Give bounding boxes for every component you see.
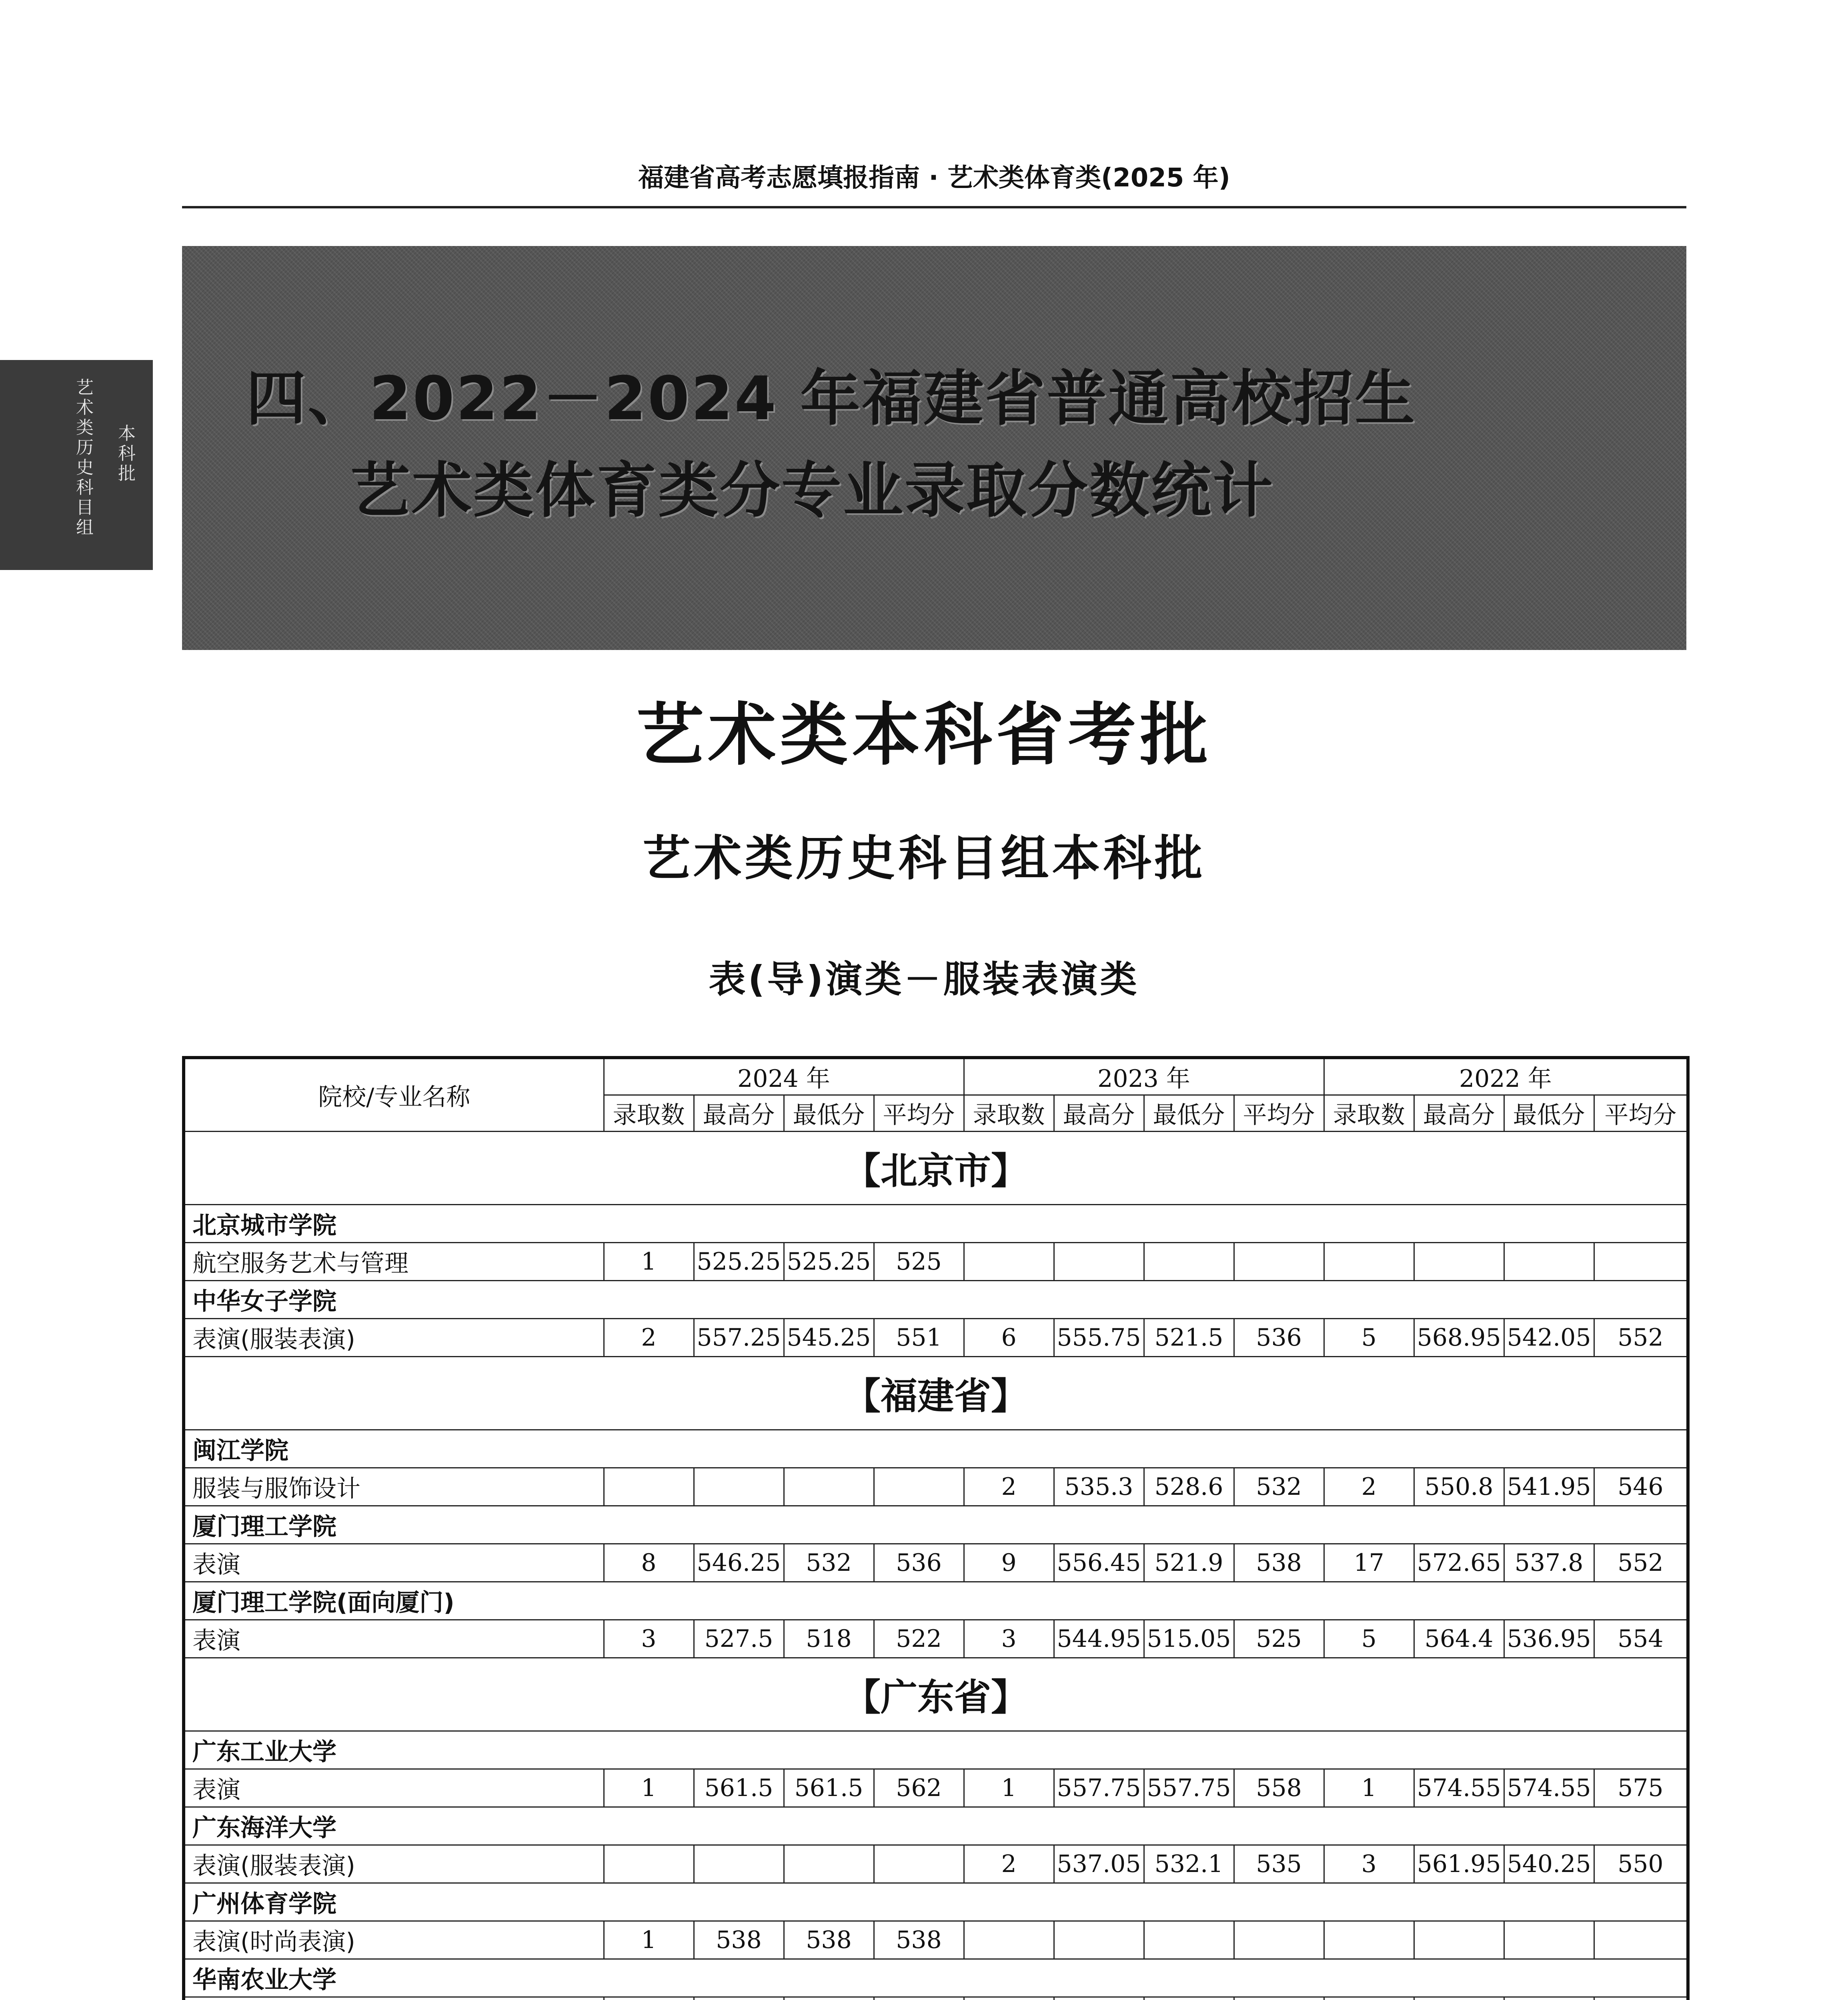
major-name: 表演(服装表演) xyxy=(184,1319,604,1357)
year-header: 2024 年 xyxy=(604,1058,964,1095)
score-cell: 1 xyxy=(1324,1769,1414,1807)
score-cell xyxy=(1234,1997,1324,2000)
score-cell xyxy=(1324,1997,1414,2000)
score-cell: 574.55 xyxy=(1414,1769,1504,1807)
score-cell: 545.25 xyxy=(784,1319,874,1357)
score-cell xyxy=(604,1468,694,1506)
major-name: 表演 xyxy=(184,1769,604,1807)
score-cell xyxy=(964,1921,1054,1959)
score-cell: 538 xyxy=(784,1921,874,1959)
score-cell: 525 xyxy=(874,1243,964,1281)
column-header-metric: 最高分 xyxy=(1054,1095,1144,1132)
score-cell: 528.6 xyxy=(1144,1468,1234,1506)
score-cell: 2 xyxy=(964,1845,1054,1883)
banner-title-line1: 四、2022－2024 年福建省普通高校招生 xyxy=(246,364,1417,434)
score-cell: 575 xyxy=(1594,1769,1688,1807)
score-cell: 574.55 xyxy=(1504,1769,1594,1807)
score-cell xyxy=(694,1845,784,1883)
score-cell: 550 xyxy=(1594,1845,1688,1883)
school-name: 广州体育学院 xyxy=(184,1883,1688,1921)
score-cell: 525.25 xyxy=(784,1243,874,1281)
province-label: 【北京市】 xyxy=(184,1132,1688,1205)
score-cell xyxy=(964,1997,1054,2000)
score-cell xyxy=(1144,1997,1234,2000)
score-cell: 521.5 xyxy=(1144,1319,1234,1357)
score-cell xyxy=(784,1468,874,1506)
score-cell: 561.5 xyxy=(694,1769,784,1807)
score-cell: 552 xyxy=(1594,1319,1688,1357)
school-row xyxy=(184,1430,1688,1468)
major-name xyxy=(184,1997,604,2000)
score-cell xyxy=(1054,1243,1144,1281)
school-name: 北京城市学院 xyxy=(184,1205,1688,1243)
score-cell: 3 xyxy=(604,1620,694,1658)
major-row xyxy=(184,1243,1688,1281)
side-tab-batch: 本科批 xyxy=(115,424,135,484)
score-cell xyxy=(1054,1997,1144,2000)
score-cell: 551 xyxy=(874,1319,964,1357)
score-cell: 518 xyxy=(784,1620,874,1658)
score-cell: 535.3 xyxy=(1054,1468,1144,1506)
score-cell xyxy=(694,1997,784,2000)
school-name: 厦门理工学院(面向厦门) xyxy=(184,1582,1688,1620)
score-cell: 5 xyxy=(1324,1319,1414,1357)
score-cell: 521.9 xyxy=(1144,1544,1234,1582)
score-cell: 532.1 xyxy=(1144,1845,1234,1883)
score-cell: 525 xyxy=(1234,1620,1324,1658)
score-cell: 561.95 xyxy=(1414,1845,1504,1883)
major-row xyxy=(184,1845,1688,1883)
school-name: 厦门理工学院 xyxy=(184,1506,1688,1544)
province-row xyxy=(184,1132,1688,1205)
major-name: 表演 xyxy=(184,1544,604,1582)
score-cell xyxy=(604,1845,694,1883)
score-cell: 532 xyxy=(1234,1468,1324,1506)
score-cell xyxy=(1504,1243,1594,1281)
school-row xyxy=(184,1807,1688,1845)
column-header-metric: 最低分 xyxy=(1144,1095,1234,1132)
score-cell: 6 xyxy=(964,1319,1054,1357)
score-cell: 8 xyxy=(604,1544,694,1582)
score-cell: 542.05 xyxy=(1504,1319,1594,1357)
score-cell: 568.95 xyxy=(1414,1319,1504,1357)
major-name: 表演(时尚表演) xyxy=(184,1921,604,1959)
score-cell xyxy=(604,1997,694,2000)
school-name: 华南农业大学 xyxy=(184,1959,1688,1997)
score-cell: 1 xyxy=(964,1769,1054,1807)
major-row xyxy=(184,1620,1688,1658)
score-cell: 527.5 xyxy=(694,1620,784,1658)
score-cell xyxy=(1594,1243,1688,1281)
score-cell xyxy=(1594,1921,1688,1959)
subject-group-heading: 艺术类历史科目组本科批 xyxy=(642,831,1206,886)
batch-heading: 艺术类本科省考批 xyxy=(636,696,1212,775)
major-name: 航空服务艺术与管理 xyxy=(184,1243,604,1281)
score-cell: 541.95 xyxy=(1504,1468,1594,1506)
column-header-metric: 录取数 xyxy=(1324,1095,1414,1132)
score-cell xyxy=(964,1243,1054,1281)
school-row xyxy=(184,1205,1688,1243)
score-cell xyxy=(1054,1921,1144,1959)
score-cell: 572.65 xyxy=(1414,1544,1504,1582)
score-cell: 562 xyxy=(874,1769,964,1807)
score-cell: 3 xyxy=(1324,1845,1414,1883)
column-header-metric: 最高分 xyxy=(694,1095,784,1132)
score-cell: 1 xyxy=(604,1243,694,1281)
school-row xyxy=(184,1883,1688,1921)
school-name: 中华女子学院 xyxy=(184,1281,1688,1319)
province-label: 【广东省】 xyxy=(184,1658,1688,1731)
score-cell: 2 xyxy=(604,1319,694,1357)
score-cell xyxy=(1414,1921,1504,1959)
score-cell: 536.95 xyxy=(1504,1620,1594,1658)
major-row xyxy=(184,1769,1688,1807)
side-section-tab xyxy=(0,360,153,570)
column-header-metric: 录取数 xyxy=(964,1095,1054,1132)
score-cell: 522 xyxy=(874,1620,964,1658)
score-cell: 550.8 xyxy=(1414,1468,1504,1506)
score-cell xyxy=(874,1468,964,1506)
column-header-metric: 最低分 xyxy=(1504,1095,1594,1132)
score-cell xyxy=(784,1997,874,2000)
score-cell: 538 xyxy=(1234,1544,1324,1582)
major-row xyxy=(184,1544,1688,1582)
score-cell: 546 xyxy=(1594,1468,1688,1506)
score-cell: 535 xyxy=(1234,1845,1324,1883)
score-cell: 1 xyxy=(604,1769,694,1807)
province-row xyxy=(184,1658,1688,1731)
major-row xyxy=(184,1997,1688,2000)
major-row xyxy=(184,1468,1688,1506)
score-cell xyxy=(694,1468,784,1506)
score-cell: 5 xyxy=(1324,1620,1414,1658)
column-header-metric: 最高分 xyxy=(1414,1095,1504,1132)
score-cell: 557.75 xyxy=(1144,1769,1234,1807)
score-cell: 561.5 xyxy=(784,1769,874,1807)
category-heading: 表(导)演类－服装表演类 xyxy=(709,958,1139,1001)
table-header xyxy=(184,1058,1688,1132)
score-cell: 557.25 xyxy=(694,1319,784,1357)
column-header-metric: 平均分 xyxy=(1234,1095,1324,1132)
school-name: 闽江学院 xyxy=(184,1430,1688,1468)
table-body xyxy=(184,1132,1688,2000)
score-cell: 558 xyxy=(1234,1769,1324,1807)
score-cell: 515.05 xyxy=(1144,1620,1234,1658)
score-cell: 2 xyxy=(964,1468,1054,1506)
banner-title-line2: 艺术类体育类分专业录取分数统计 xyxy=(350,456,1275,526)
score-cell: 552 xyxy=(1594,1544,1688,1582)
major-name: 表演 xyxy=(184,1620,604,1658)
score-cell: 1 xyxy=(604,1921,694,1959)
major-row xyxy=(184,1319,1688,1357)
score-cell: 556.45 xyxy=(1054,1544,1144,1582)
column-header-metric: 录取数 xyxy=(604,1095,694,1132)
score-cell: 544.95 xyxy=(1054,1620,1144,1658)
column-header-name: 院校/专业名称 xyxy=(184,1058,604,1132)
score-cell xyxy=(1234,1243,1324,1281)
score-cell: 564.4 xyxy=(1414,1620,1504,1658)
score-cell: 2 xyxy=(1324,1468,1414,1506)
score-cell xyxy=(1234,1921,1324,1959)
column-header-metric: 最低分 xyxy=(784,1095,874,1132)
major-name: 服装与服饰设计 xyxy=(184,1468,604,1506)
score-cell: 540.25 xyxy=(1504,1845,1594,1883)
score-cell xyxy=(1324,1921,1414,1959)
score-cell: 3 xyxy=(964,1620,1054,1658)
score-cell: 536 xyxy=(874,1544,964,1582)
score-cell: 538 xyxy=(874,1921,964,1959)
score-cell: 546.25 xyxy=(694,1544,784,1582)
province-label: 【福建省】 xyxy=(184,1357,1688,1430)
score-cell: 525.25 xyxy=(694,1243,784,1281)
school-name: 广东工业大学 xyxy=(184,1731,1688,1769)
school-name: 广东海洋大学 xyxy=(184,1807,1688,1845)
score-cell: 17 xyxy=(1324,1544,1414,1582)
school-row xyxy=(184,1582,1688,1620)
score-cell xyxy=(874,1997,964,2000)
year-header: 2023 年 xyxy=(964,1058,1324,1095)
school-row xyxy=(184,1731,1688,1769)
score-cell: 537.05 xyxy=(1054,1845,1144,1883)
score-cell xyxy=(1144,1243,1234,1281)
score-cell: 557.75 xyxy=(1054,1769,1144,1807)
score-cell: 532 xyxy=(784,1544,874,1582)
major-name: 表演(服装表演) xyxy=(184,1845,604,1883)
section-banner xyxy=(182,246,1686,650)
score-cell xyxy=(784,1845,874,1883)
running-header: 福建省高考志愿填报指南 · 艺术类体育类(2025 年) xyxy=(182,150,1686,208)
column-header-metric: 平均分 xyxy=(1594,1095,1688,1132)
school-row xyxy=(184,1506,1688,1544)
major-row xyxy=(184,1921,1688,1959)
score-cell: 9 xyxy=(964,1544,1054,1582)
score-cell xyxy=(1324,1243,1414,1281)
score-cell: 537.8 xyxy=(1504,1544,1594,1582)
score-cell xyxy=(1504,1921,1594,1959)
admission-score-table xyxy=(182,1056,1690,2000)
score-cell xyxy=(1594,1997,1688,2000)
year-header: 2022 年 xyxy=(1324,1058,1688,1095)
score-cell: 536 xyxy=(1234,1319,1324,1357)
score-cell xyxy=(1414,1243,1504,1281)
score-cell: 554 xyxy=(1594,1620,1688,1658)
side-tab-subject-group: 艺术类历史科目组 xyxy=(73,378,93,538)
score-cell xyxy=(874,1845,964,1883)
score-cell xyxy=(1144,1921,1234,1959)
score-cell: 538 xyxy=(694,1921,784,1959)
score-cell: 555.75 xyxy=(1054,1319,1144,1357)
column-header-metric: 平均分 xyxy=(874,1095,964,1132)
score-cell xyxy=(1414,1997,1504,2000)
school-row xyxy=(184,1959,1688,1997)
school-row xyxy=(184,1281,1688,1319)
province-row xyxy=(184,1357,1688,1430)
score-cell xyxy=(1504,1997,1594,2000)
